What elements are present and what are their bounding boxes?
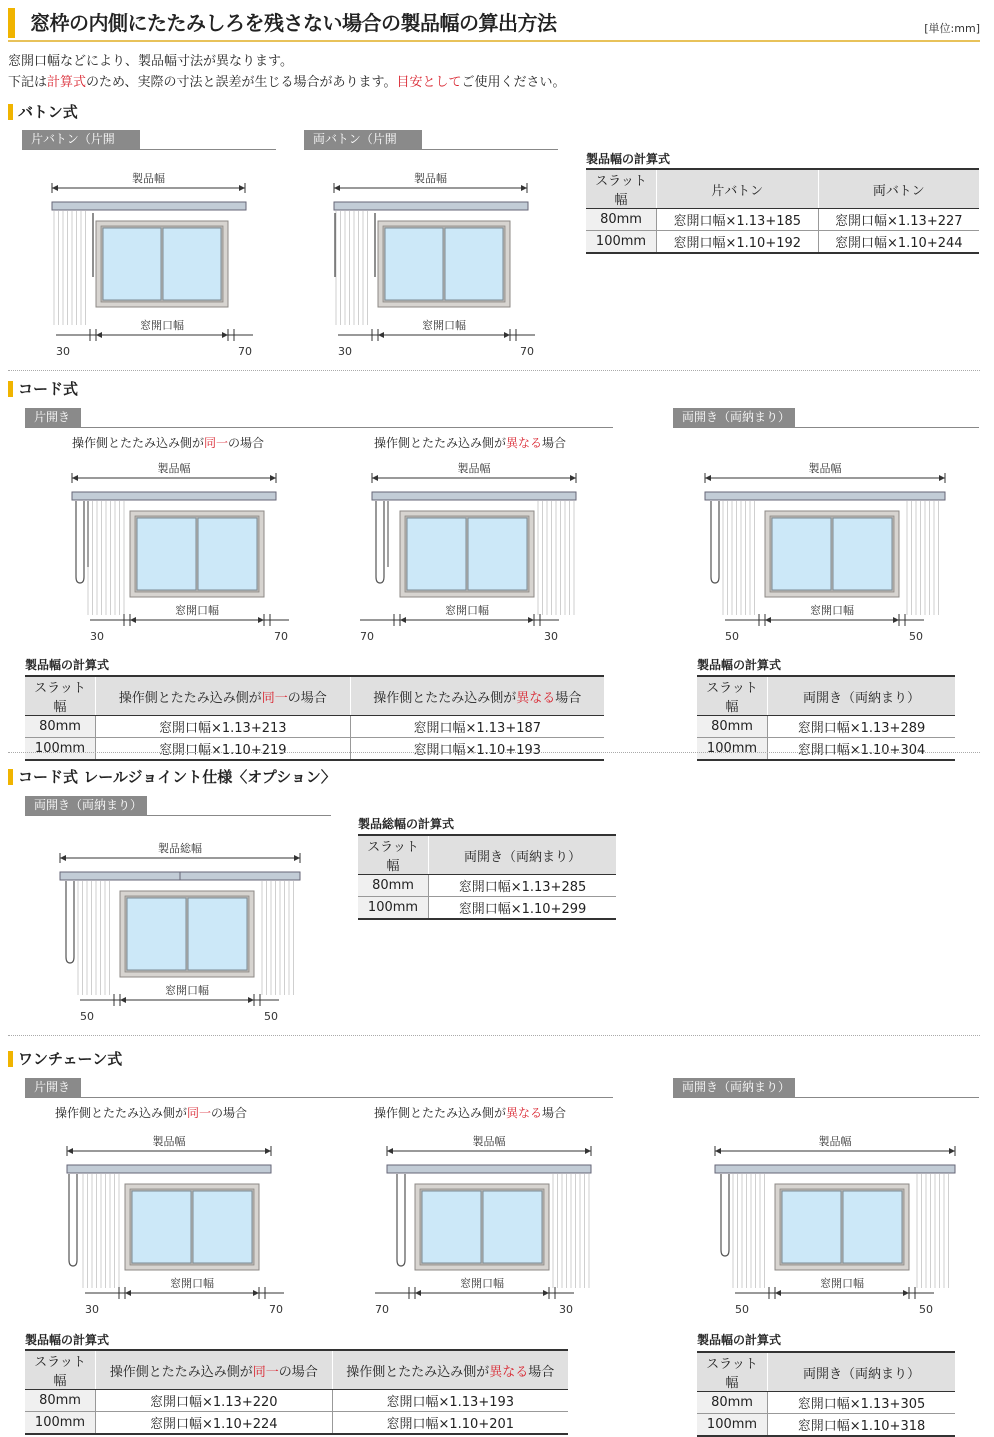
- tab-underline: [673, 1097, 979, 1098]
- product-width-label: 製品幅: [414, 172, 447, 185]
- opening-width-label: 窓開口幅: [165, 984, 209, 997]
- tab-chain-center: 両開き（両納まり）: [673, 1078, 795, 1097]
- arrow-head: [715, 1148, 721, 1154]
- glass-pane: [137, 518, 196, 590]
- arrow-head: [120, 997, 126, 1003]
- arrow-head: [258, 617, 264, 623]
- title-rule: [8, 40, 980, 42]
- head-rail: [52, 202, 246, 210]
- table-cell: 窓開口幅×1.13+289: [768, 716, 956, 738]
- joint-calc-table: [358, 834, 616, 920]
- table-cell: 窓開口幅×1.13+285: [429, 875, 617, 897]
- arrow-head: [130, 617, 136, 623]
- tab-double-baton: 両バトン（片開き）: [304, 130, 422, 149]
- table-cell: 80mm: [358, 875, 429, 897]
- table-header: 両開き（両納まり）: [429, 835, 617, 875]
- product-width-label: 製品幅: [157, 462, 191, 475]
- arrow-head: [521, 185, 527, 191]
- table-cell: 窓開口幅×1.10+219: [96, 738, 351, 761]
- table-cell: 窓開口幅×1.13+227: [818, 209, 979, 231]
- tab-underline: [22, 149, 276, 150]
- cord-center-calc-caption: 製品幅の計算式: [697, 658, 782, 672]
- section-divider: [8, 1035, 980, 1036]
- opening-width-label: 窓開口幅: [445, 604, 489, 617]
- table-cell: 窓開口幅×1.10+201: [332, 1412, 568, 1435]
- table-cell: 窓開口幅×1.13+220: [96, 1390, 333, 1412]
- product-width-label: 製品幅: [457, 462, 491, 475]
- intro-line-2: 下記は計算式のため、実際の寸法と誤差が生じる場合があります。目安としてご使用ください。: [8, 75, 566, 90]
- dim-left-value: 30: [85, 1303, 99, 1316]
- product-width-label: 製品幅: [132, 172, 165, 185]
- table-cell: 窓開口幅×1.10+244: [818, 231, 979, 254]
- opening-width-label: 窓開口幅: [175, 604, 219, 617]
- product-width-label: 製品幅: [152, 1135, 186, 1148]
- glass-pane: [843, 1191, 902, 1263]
- arrow-head: [248, 997, 254, 1003]
- section-mark: [8, 769, 13, 785]
- product-width-label: 製品幅: [818, 1135, 852, 1148]
- arrow-head: [570, 475, 576, 481]
- dim-left-value: 30: [338, 345, 352, 358]
- chain-center-calc-caption: 製品幅の計算式: [697, 1333, 782, 1347]
- table-row: [25, 716, 604, 738]
- diagram-cord-center: [695, 455, 965, 655]
- tab-underline: [25, 427, 613, 428]
- table-cell: 窓開口幅×1.10+318: [768, 1414, 956, 1437]
- diagram-joint: [50, 835, 320, 1035]
- tab-underline: [25, 815, 331, 816]
- table-header: スラット幅: [697, 676, 768, 716]
- table-cell: 窓開口幅×1.10+192: [657, 231, 819, 254]
- glass-pane: [772, 518, 831, 590]
- arrow-head: [239, 185, 245, 191]
- table-row: [25, 738, 604, 761]
- dim-left-value: 30: [90, 630, 104, 643]
- table-row: [586, 209, 979, 231]
- baton-calc-caption: 製品幅の計算式: [586, 152, 671, 166]
- page-title: 窓枠の内側にたたみしろを残さない場合の製品幅の算出方法: [30, 11, 557, 35]
- arrow-head: [270, 475, 276, 481]
- arrow-head: [387, 1148, 393, 1154]
- diagram-chain-diff: [375, 1128, 605, 1328]
- arrow-head: [504, 332, 510, 338]
- cord: [76, 501, 84, 583]
- table-cell: 窓開口幅×1.13+213: [96, 716, 351, 738]
- opening-width-label: 窓開口幅: [820, 1277, 864, 1290]
- glass-pane: [782, 1191, 841, 1263]
- table-row: [25, 1412, 568, 1435]
- dim-right-value: 30: [544, 630, 558, 643]
- section-divider: [8, 752, 980, 753]
- opening-width-label: 窓開口幅: [810, 604, 854, 617]
- arrow-head: [265, 1148, 271, 1154]
- table-cell: 100mm: [358, 897, 429, 920]
- table-cell: 80mm: [697, 716, 768, 738]
- arrow-head: [949, 1148, 955, 1154]
- dim-right-value: 30: [559, 1303, 573, 1316]
- chain-calc-caption: 製品幅の計算式: [25, 1333, 110, 1347]
- head-rail: [334, 202, 528, 210]
- glass-pane: [833, 518, 892, 590]
- arrow-head: [72, 475, 78, 481]
- arrow-head: [893, 617, 899, 623]
- head-rail: [715, 1165, 955, 1173]
- glass-pane: [198, 518, 257, 590]
- cord-diff-subtitle: 操作側とたたみ込み側が異なる場合: [374, 436, 567, 450]
- table-header: 両開き（両納まり）: [768, 1352, 956, 1392]
- dim-left-value: 70: [375, 1303, 389, 1316]
- arrow-head: [52, 185, 58, 191]
- table-cell: 窓開口幅×1.13+187: [350, 716, 604, 738]
- cord: [397, 1174, 405, 1266]
- arrow-head: [378, 332, 384, 338]
- glass-pane: [163, 228, 221, 300]
- table-cell: 80mm: [586, 209, 657, 231]
- product-width-label: 製品幅: [472, 1135, 506, 1148]
- table-row: [358, 875, 616, 897]
- dim-left-value: 30: [56, 345, 70, 358]
- table-cell: 100mm: [25, 1412, 96, 1435]
- unit-label: [単位:mm]: [924, 22, 980, 35]
- table-header: 操作側とたたみ込み側が異なる場合: [332, 1350, 568, 1390]
- arrow-head: [765, 617, 771, 623]
- section-title-chain: ワンチェーン式: [18, 1050, 123, 1068]
- arrow-head: [67, 1148, 73, 1154]
- dim-right-value: 50: [909, 630, 923, 643]
- tab-underline: [304, 149, 558, 150]
- table-cell: 窓開口幅×1.10+224: [96, 1412, 333, 1435]
- dim-left-value: 50: [80, 1010, 94, 1023]
- arrow-head: [334, 185, 340, 191]
- arrow-head: [528, 617, 534, 623]
- table-cell: 窓開口幅×1.10+299: [429, 897, 617, 920]
- table-cell: 100mm: [697, 738, 768, 761]
- table-cell: 窓開口幅×1.10+304: [768, 738, 956, 761]
- table-cell: 100mm: [25, 738, 96, 761]
- diagram-cord-diff: [360, 455, 590, 655]
- opening-width-label: 窓開口幅: [140, 319, 184, 332]
- diagram-double-baton: [322, 165, 552, 365]
- glass-pane: [193, 1191, 252, 1263]
- cord: [711, 501, 719, 583]
- glass-pane: [468, 518, 527, 590]
- opening-width-label: 窓開口幅: [422, 319, 466, 332]
- head-rail: [372, 492, 576, 500]
- head-rail: [67, 1165, 271, 1173]
- section-title-cord: コード式: [18, 380, 79, 398]
- table-header: 片バトン: [657, 169, 819, 209]
- dim-right-value: 50: [264, 1010, 278, 1023]
- table-cell: 80mm: [25, 1390, 96, 1412]
- table-cell: 窓開口幅×1.13+193: [332, 1390, 568, 1412]
- table-cell: 80mm: [697, 1392, 768, 1414]
- baton-calc-table: [586, 168, 979, 254]
- arrow-head: [294, 855, 300, 861]
- opening-width-label: 窓開口幅: [460, 1277, 504, 1290]
- table-cell: 80mm: [25, 716, 96, 738]
- glass-pane: [188, 898, 247, 970]
- arrow-head: [903, 1290, 909, 1296]
- arrow-head: [415, 1290, 421, 1296]
- arrow-head: [939, 475, 945, 481]
- head-rail: [387, 1165, 591, 1173]
- diagram-single-baton: [40, 165, 270, 365]
- arrow-head: [96, 332, 102, 338]
- section-mark: [8, 104, 13, 120]
- table-cell: 100mm: [697, 1414, 768, 1437]
- table-header: スラット幅: [25, 676, 96, 716]
- section-mark: [8, 381, 13, 397]
- cord: [376, 501, 384, 583]
- section-mark: [8, 1051, 13, 1067]
- tab-cord-center: 両開き（両納まり）: [673, 408, 795, 427]
- diagram-chain-same: [55, 1128, 285, 1328]
- chain-calc-table: [25, 1349, 568, 1435]
- product-width-label: 製品幅: [808, 462, 842, 475]
- table-header: スラット幅: [586, 169, 657, 209]
- table-header: 操作側とたたみ込み側が異なる場合: [350, 676, 604, 716]
- chain-center-calc-table: [697, 1351, 955, 1437]
- tab-cord-single: 片開き: [25, 408, 81, 427]
- arrow-head: [222, 332, 228, 338]
- table-cell: 窓開口幅×1.13+305: [768, 1392, 956, 1414]
- glass-pane: [132, 1191, 191, 1263]
- table-cell: 100mm: [586, 231, 657, 254]
- cord: [721, 1174, 729, 1256]
- arrow-head: [705, 475, 711, 481]
- table-header: スラット幅: [697, 1352, 768, 1392]
- cord: [69, 1174, 77, 1266]
- cord-center-calc-table: [697, 675, 955, 761]
- arrow-head: [775, 1290, 781, 1296]
- dim-right-value: 70: [274, 630, 288, 643]
- joint-calc-caption: 製品総幅の計算式: [358, 817, 455, 831]
- glass-pane: [483, 1191, 542, 1263]
- section-title-baton: バトン式: [18, 103, 78, 121]
- section-title-joint: コード式 レールジョイント仕様〈オプション〉: [18, 768, 336, 786]
- dim-right-value: 70: [269, 1303, 283, 1316]
- glass-pane: [422, 1191, 481, 1263]
- chain-same-subtitle: 操作側とたたみ込み側が同一の場合: [55, 1106, 248, 1120]
- table-row: [697, 716, 955, 738]
- arrow-head: [543, 1290, 549, 1296]
- table-row: [25, 1390, 568, 1412]
- diagram-cord-same: [60, 455, 290, 655]
- arrow-head: [400, 617, 406, 623]
- tab-joint-center: 両開き（両納まり）: [25, 796, 147, 815]
- head-rail: [705, 492, 945, 500]
- table-header: 操作側とたたみ込み側が同一の場合: [96, 1350, 333, 1390]
- dim-left-value: 50: [725, 630, 739, 643]
- intro-line-1: 窓開口幅などにより、製品幅寸法が異なります。: [8, 54, 293, 69]
- table-row: [697, 1392, 955, 1414]
- tab-single-baton: 片バトン（片開き）: [22, 130, 140, 149]
- cord: [66, 881, 74, 963]
- arrow-head: [372, 475, 378, 481]
- tab-chain-single: 片開き: [25, 1078, 81, 1097]
- dim-right-value: 70: [520, 345, 534, 358]
- dim-left-value: 70: [360, 630, 374, 643]
- table-row: [697, 1414, 955, 1437]
- arrow-head: [125, 1290, 131, 1296]
- table-header: 両バトン: [818, 169, 979, 209]
- title-accent-bar: [8, 8, 15, 38]
- diagram-chain-center: [705, 1128, 965, 1328]
- table-cell: 窓開口幅×1.13+185: [657, 209, 819, 231]
- table-header: 操作側とたたみ込み側が同一の場合: [96, 676, 351, 716]
- cord-calc-caption: 製品幅の計算式: [25, 658, 110, 672]
- head-rail: [72, 492, 276, 500]
- dim-right-value: 70: [238, 345, 252, 358]
- table-row: [697, 738, 955, 761]
- table-row: [358, 897, 616, 920]
- glass-pane: [103, 228, 161, 300]
- glass-pane: [127, 898, 186, 970]
- cord-calc-table: [25, 675, 604, 761]
- glass-pane: [407, 518, 466, 590]
- dim-right-value: 50: [919, 1303, 933, 1316]
- table-cell: 窓開口幅×1.10+193: [350, 738, 604, 761]
- product-width-label: 製品総幅: [158, 842, 202, 855]
- section-divider: [8, 370, 980, 371]
- dim-left-value: 50: [735, 1303, 749, 1316]
- cord-same-subtitle: 操作側とたたみ込み側が同一の場合: [72, 436, 265, 450]
- opening-width-label: 窓開口幅: [170, 1277, 214, 1290]
- table-header: スラット幅: [25, 1350, 96, 1390]
- arrow-head: [60, 855, 66, 861]
- table-row: [586, 231, 979, 254]
- arrow-head: [253, 1290, 259, 1296]
- arrow-head: [585, 1148, 591, 1154]
- table-header: スラット幅: [358, 835, 429, 875]
- chain-diff-subtitle: 操作側とたたみ込み側が異なる場合: [374, 1106, 567, 1120]
- table-header: 両開き（両納まり）: [768, 676, 956, 716]
- glass-pane: [385, 228, 443, 300]
- glass-pane: [445, 228, 503, 300]
- tab-underline: [25, 1097, 613, 1098]
- tab-underline: [673, 427, 979, 428]
